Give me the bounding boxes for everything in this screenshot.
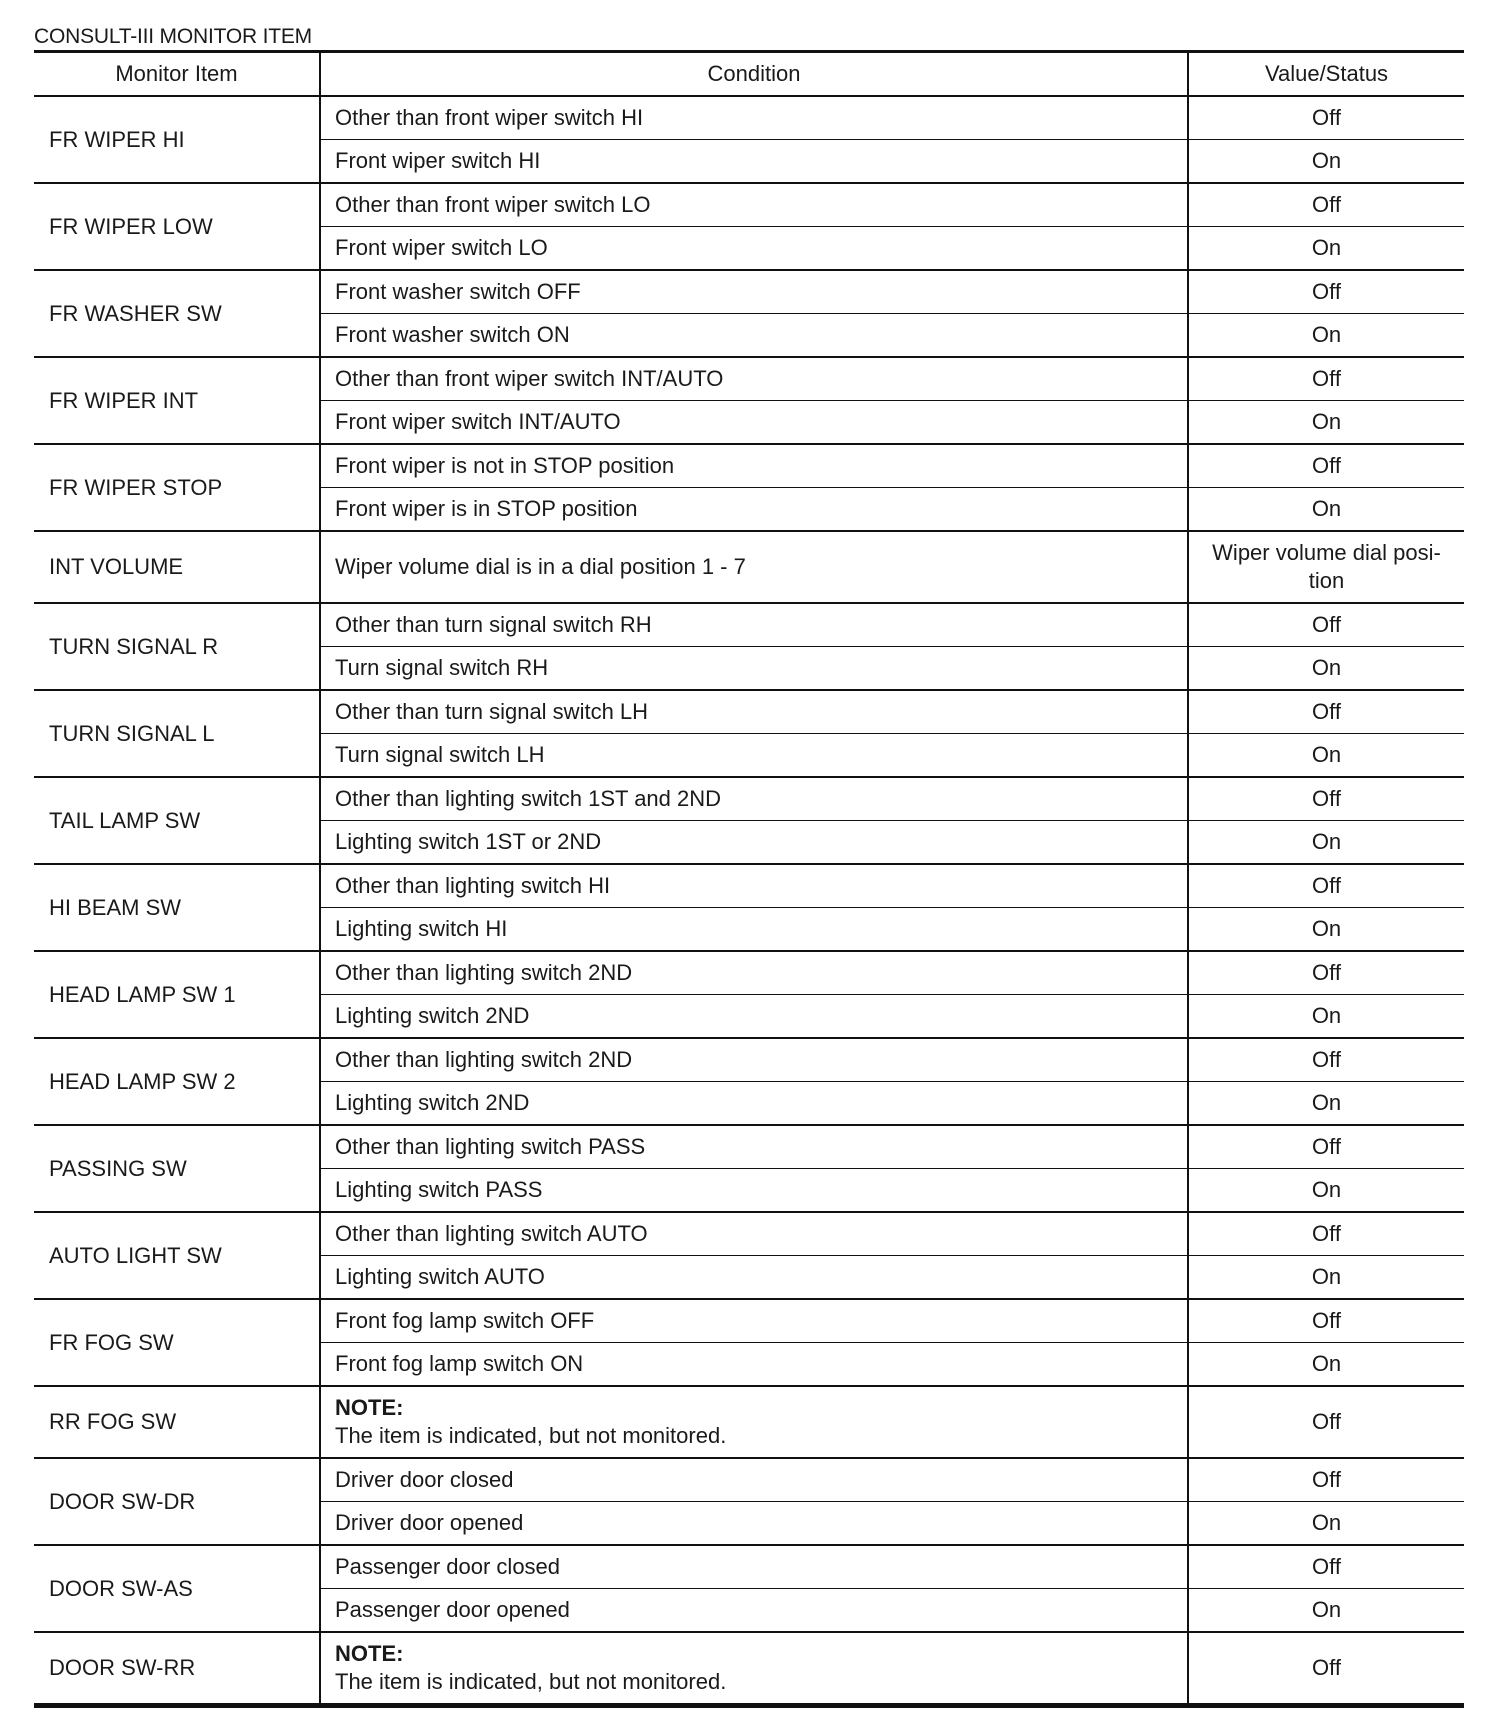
monitor-item-cell: INT VOLUME xyxy=(34,531,320,603)
value-status-cell: On xyxy=(1188,1169,1464,1213)
condition-cell xyxy=(320,1632,1188,1706)
value-status-cell: On xyxy=(1188,1082,1464,1126)
table-row xyxy=(34,690,1464,734)
condition-cell: Other than front wiper switch HI xyxy=(320,96,1188,140)
condition-cell: Other than lighting switch 2ND xyxy=(320,1038,1188,1082)
monitor-item-cell: TURN SIGNAL L xyxy=(34,690,320,777)
monitor-item-cell: HEAD LAMP SW 1 xyxy=(34,951,320,1038)
monitor-item-cell: AUTO LIGHT SW xyxy=(34,1212,320,1299)
condition-cell: Front fog lamp switch OFF xyxy=(320,1299,1188,1343)
condition-cell: Other than front wiper switch INT/AUTO xyxy=(320,357,1188,401)
value-status-cell: Off xyxy=(1188,1545,1464,1589)
value-status-cell: Off xyxy=(1188,270,1464,314)
document xyxy=(34,24,1464,1708)
value-status-cell: On xyxy=(1188,821,1464,865)
condition-cell: Turn signal switch RH xyxy=(320,647,1188,691)
condition-cell: Other than lighting switch AUTO xyxy=(320,1212,1188,1256)
condition-cell: Turn signal switch LH xyxy=(320,734,1188,778)
value-status-cell: On xyxy=(1188,1256,1464,1300)
condition-cell: Front wiper is not in STOP position xyxy=(320,444,1188,488)
value-status-cell: On xyxy=(1188,488,1464,532)
note-label: NOTE: xyxy=(335,1641,404,1666)
condition-cell: Other than lighting switch HI xyxy=(320,864,1188,908)
table-row xyxy=(34,1299,1464,1343)
table-row xyxy=(34,1038,1464,1082)
monitor-item-cell: PASSING SW xyxy=(34,1125,320,1212)
condition-cell: Front washer switch OFF xyxy=(320,270,1188,314)
table-row xyxy=(34,357,1464,401)
condition-cell: Other than lighting switch 1ST and 2ND xyxy=(320,777,1188,821)
table-row xyxy=(34,1212,1464,1256)
condition-cell: Wiper volume dial is in a dial position 1 - 7 xyxy=(320,531,1188,603)
monitor-item-cell: DOOR SW-DR xyxy=(34,1458,320,1545)
monitor-item-cell: TURN SIGNAL R xyxy=(34,603,320,690)
condition-cell: Other than front wiper switch LO xyxy=(320,183,1188,227)
condition-cell: Front wiper switch INT/AUTO xyxy=(320,401,1188,445)
value-status-cell: Off xyxy=(1188,1038,1464,1082)
monitor-item-cell: FR WIPER HI xyxy=(34,96,320,183)
value-status-cell xyxy=(1188,531,1464,603)
table-row xyxy=(34,951,1464,995)
monitor-item-cell: FR WIPER INT xyxy=(34,357,320,444)
condition-cell: Front wiper switch LO xyxy=(320,227,1188,271)
value-status-cell: On xyxy=(1188,647,1464,691)
table-row xyxy=(34,1125,1464,1169)
table-body xyxy=(34,96,1464,1706)
condition-cell: Driver door closed xyxy=(320,1458,1188,1502)
value-status-cell: Off xyxy=(1188,1299,1464,1343)
header-value-status: Value/Status xyxy=(1188,52,1464,97)
condition-cell: Driver door opened xyxy=(320,1502,1188,1546)
table-row xyxy=(34,444,1464,488)
value-status-cell: On xyxy=(1188,908,1464,952)
condition-cell: Other than lighting switch 2ND xyxy=(320,951,1188,995)
value-status-cell: On xyxy=(1188,734,1464,778)
condition-cell: Lighting switch 1ST or 2ND xyxy=(320,821,1188,865)
value-status-text: Wiper volume dial posi- tion xyxy=(1212,540,1441,593)
condition-cell: Front washer switch ON xyxy=(320,314,1188,358)
value-status-cell: On xyxy=(1188,1343,1464,1387)
table-row xyxy=(34,864,1464,908)
table-row xyxy=(34,1458,1464,1502)
value-status-cell: On xyxy=(1188,140,1464,184)
condition-cell: Lighting switch AUTO xyxy=(320,1256,1188,1300)
table-row xyxy=(34,603,1464,647)
monitor-item-cell: DOOR SW-AS xyxy=(34,1545,320,1632)
value-status-cell: Off xyxy=(1188,183,1464,227)
value-status-cell: Off xyxy=(1188,1125,1464,1169)
value-status-cell: Off xyxy=(1188,357,1464,401)
value-status-cell: Off xyxy=(1188,690,1464,734)
condition-cell: Front wiper switch HI xyxy=(320,140,1188,184)
value-status-cell: Off xyxy=(1188,777,1464,821)
monitor-item-cell: FR FOG SW xyxy=(34,1299,320,1386)
monitor-item-cell: FR WASHER SW xyxy=(34,270,320,357)
monitor-item-cell: HI BEAM SW xyxy=(34,864,320,951)
value-status-cell: Off xyxy=(1188,951,1464,995)
note-label: NOTE: xyxy=(335,1395,404,1420)
condition-cell: Lighting switch HI xyxy=(320,908,1188,952)
value-status-cell: Off xyxy=(1188,444,1464,488)
condition-cell: Front wiper is in STOP position xyxy=(320,488,1188,532)
value-status-cell: On xyxy=(1188,995,1464,1039)
table-row xyxy=(34,531,1464,603)
condition-cell: Lighting switch 2ND xyxy=(320,1082,1188,1126)
note-text: The item is indicated, but not monitored. xyxy=(335,1423,727,1448)
monitor-item-cell: DOOR SW-RR xyxy=(34,1632,320,1706)
value-status-cell: On xyxy=(1188,401,1464,445)
value-status-cell: On xyxy=(1188,314,1464,358)
table-title: CONSULT-III MONITOR ITEM xyxy=(34,25,312,48)
condition-cell xyxy=(320,1386,1188,1458)
value-status-cell: On xyxy=(1188,1589,1464,1633)
monitor-item-table xyxy=(34,50,1464,1708)
condition-cell: Front fog lamp switch ON xyxy=(320,1343,1188,1387)
note-text: The item is indicated, but not monitored. xyxy=(335,1669,727,1694)
condition-cell: Other than turn signal switch LH xyxy=(320,690,1188,734)
value-status-cell: On xyxy=(1188,227,1464,271)
monitor-item-cell: TAIL LAMP SW xyxy=(34,777,320,864)
table-row xyxy=(34,1545,1464,1589)
table-row xyxy=(34,96,1464,140)
table-row xyxy=(34,183,1464,227)
table-row xyxy=(34,777,1464,821)
table-row xyxy=(34,1632,1464,1706)
condition-cell: Passenger door closed xyxy=(320,1545,1188,1589)
value-status-cell: Off xyxy=(1188,864,1464,908)
monitor-item-cell: HEAD LAMP SW 2 xyxy=(34,1038,320,1125)
monitor-item-cell: RR FOG SW xyxy=(34,1386,320,1458)
header-row xyxy=(34,52,1464,97)
value-status-cell: Off xyxy=(1188,1386,1464,1458)
value-status-cell: Off xyxy=(1188,1632,1464,1706)
condition-cell: Lighting switch 2ND xyxy=(320,995,1188,1039)
value-status-cell: Off xyxy=(1188,1458,1464,1502)
monitor-item-cell: FR WIPER LOW xyxy=(34,183,320,270)
condition-cell: Other than lighting switch PASS xyxy=(320,1125,1188,1169)
header-condition: Condition xyxy=(320,52,1188,97)
condition-cell: Passenger door opened xyxy=(320,1589,1188,1633)
condition-cell: Other than turn signal switch RH xyxy=(320,603,1188,647)
value-status-cell: Off xyxy=(1188,1212,1464,1256)
header-monitor-item: Monitor Item xyxy=(34,52,320,97)
table-row xyxy=(34,270,1464,314)
table-row xyxy=(34,1386,1464,1458)
value-status-cell: On xyxy=(1188,1502,1464,1546)
value-status-cell: Off xyxy=(1188,96,1464,140)
condition-cell: Lighting switch PASS xyxy=(320,1169,1188,1213)
value-status-cell: Off xyxy=(1188,603,1464,647)
monitor-item-cell: FR WIPER STOP xyxy=(34,444,320,531)
